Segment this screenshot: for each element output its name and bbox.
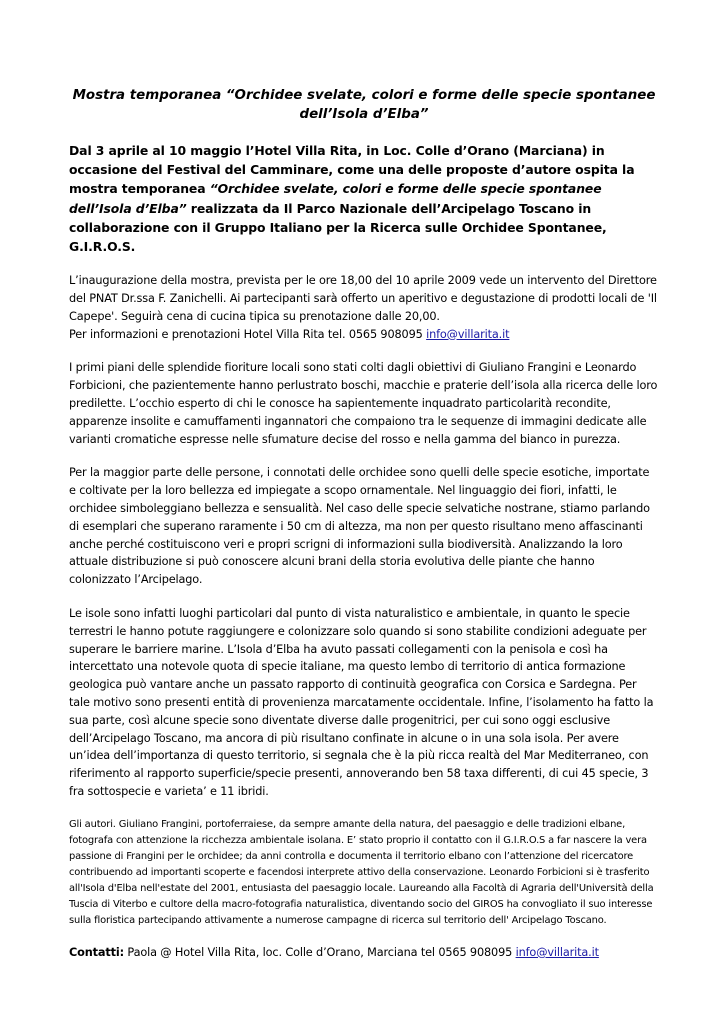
contacts-text: Paola @ Hotel Villa Rita, loc. Colle d’Orano, Marciana tel 0565 908095: [123, 945, 516, 959]
orchids-paragraph: Per la maggior parte delle persone, i connotati delle orchidee sono quelli delle specie esotiche, importate e coltivate per la loro bellezza ed impiegate a scopo ornamentale. Nel linguaggio dei fiori, infatti, le orchidee simboleggiano bellezza e sensualità. Nel caso delle specie selvatiche nostrane, stiamo parlando di esemplari che superano raramente i 50 cm di altezza, ma non per questo risultano meno affascinanti anche perché costituiscono veri e propri scrigni di informazioni sulla biodiversità. Analizzando la loro attuale distribuzione si può conoscere alcuni brani della storia evolutiva delle piante che hanno colonizzato l’Arcipelago.: [69, 466, 650, 587]
document-title: [69, 86, 659, 124]
inauguration-text: L’inaugurazione della mostra, prevista per le ore 18,00 del 10 aprile 2009 vede un intervento del Direttore del PNAT Dr.ssa F. Zanichelli. Ai partecipanti sarà offerto un aperitivo e degustazione di prodotti locali de 'Il Capepe'. Seguirà cena di cucina tipica su prenotazione dalle 20,00.: [69, 274, 657, 323]
islands-paragraph: Le isole sono infatti luoghi particolari dal punto di vista naturalistico e ambientale, in quanto le specie terrestri le hanno potute raggiungere e colonizzare solo quando si sono stabilite condizioni adeguate per superare le barriere marine. L’Isola d’Elba ha avuto passati collegamenti con la penisola e così ha intercettato una notevole quota di specie italiane, ma questo lembo di territorio di antica formazione geologica può vantare anche un passato rapporto di continuità geografica con Corsica e Sardegna. Per tale motivo sono presenti entità di provenienza marcatamente occidentale. Infine, l’isolamento ha fatto la sua parte, così alcune specie sono diventate diverse dalle progenitrici, per cui sono oggi esclusive dell’Arcipelago Toscano, ma ancora di più risultano confinate in alcune o in una sola isola. Per avere un’idea dell’importanza di questo territorio, si segnala che è la più ricca realtà del Mar Mediterraneo, con riferimento al rapporto superficie/specie presenti, annoverando ben 58 taxa differenti, di cui 45 specie, 3 fra sottospecie e varieta’ e 11 ibridi.: [69, 606, 654, 798]
title-line-2: dell’Isola d’Elba”: [299, 107, 429, 122]
contacts-line: [69, 944, 659, 962]
intro-exhibition-name: “Orchidee svelate, colori e forme delle specie spontanee dell’Isola d’Elba”: [69, 181, 602, 216]
intro-text-1: Dal 3 aprile al 10 maggio l’Hotel Villa Rita, in Loc. Colle d’Orano (Marciana) in occasione del Festival del Camminare, come una delle proposte d’autore ospita la mostra temporanea: [69, 143, 635, 197]
intro-paragraph: [69, 141, 659, 256]
contacts-email-link[interactable]: info@villarita.it: [515, 945, 599, 959]
photographers-paragraph: I primi piani delle splendide fioriture locali sono stati colti dagli obiettivi di Giuliano Frangini e Leonardo Forbicioni, che pazientemente hanno perlustrato boschi, macchie e praterie dell’isola alla ricerca delle loro predilette. L’occhio esperto di chi le conosce ha sapientemente inquadrato particolarità recondite, apparenze insolite e camuffamenti ingannatori che compaiono tra le sequenze di immagini dedicate alle varianti cromatiche espresse nelle sfumature decise del rosso e nella gamma del bianco in purezza.: [69, 361, 658, 446]
inauguration-paragraph: [69, 272, 659, 343]
contacts-label: Contatti:: [69, 945, 124, 959]
document-page: [69, 86, 659, 962]
intro-text-2: realizzata da Il Parco Nazionale dell’Arcipelago Toscano in collaborazione con il Gruppo Italiano per la Ricerca sulle Orchidee Spontanee, G.I.R.O.S.: [69, 200, 607, 255]
title-line-1: Mostra temporanea “Orchidee svelate, colori e forme delle specie spontanee: [72, 88, 656, 103]
booking-info-text: Per informazioni e prenotazioni Hotel Villa Rita tel. 0565 908095: [69, 327, 427, 341]
authors-paragraph: Gli autori. Giuliano Frangini, portoferraiese, da sempre amante della natura, del paesaggio e delle tradizioni elbane, fotografa con attenzione la ricchezza ambientale isolana. E’ stato proprio il contatto con il G.I.R.O.S a far nascere la vera passione di Frangini per le orchidee; da anni controlla e documenta il territorio elbano con l’attenzione del ricercatore contribuendo ad importanti scoperte e facendosi interprete attivo della conservazione. Leonardo Forbicioni si è trasferito all'Isola d'Elba nell'estate del 2001, entusiasta del paesaggio locale. Laureando alla Facoltà di Agraria dell'Università della Tuscia di Viterbo e cultore della macro-fotografia naturalistica, diventando socio del GIROS ha convogliato il suo interesse sulla floristica partecipando attivamente a numerose campagne di ricerca sul territorio dell' Arcipelago Toscano.: [69, 818, 654, 926]
email-link[interactable]: info@villarita.it: [426, 327, 510, 341]
